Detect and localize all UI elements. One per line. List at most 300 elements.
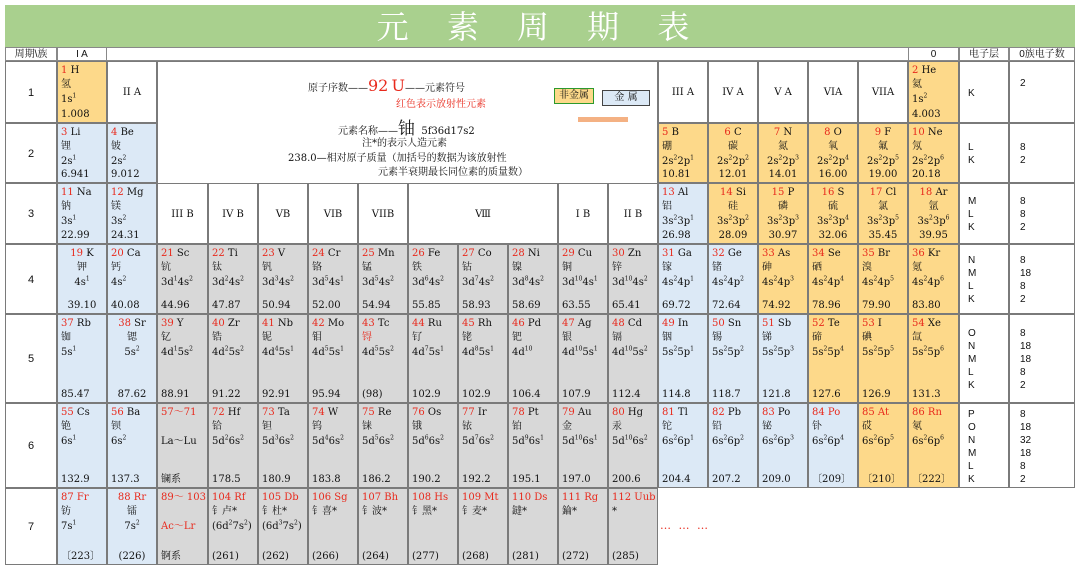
element-number-symbol	[709, 127, 757, 138]
atomic-mass: (98)	[362, 388, 383, 400]
element-symbol: Cs	[76, 407, 90, 418]
atomic-number: 72	[212, 407, 225, 418]
legend-bar	[578, 117, 628, 122]
element-symbol: Sn	[727, 318, 742, 329]
element-name: *	[612, 506, 617, 517]
element-symbol: Sb	[777, 318, 792, 329]
atomic-mass: 72.64	[712, 299, 741, 311]
element-symbol: Re	[377, 407, 392, 418]
element-number-symbol	[509, 492, 557, 503]
atomic-number: 37	[61, 318, 74, 329]
element-symbol: Sc	[176, 248, 190, 259]
element-symbol: Mt	[484, 492, 499, 503]
element-number-symbol	[559, 318, 607, 329]
element-cell-k	[57, 244, 107, 314]
atomic-number: 78	[512, 407, 525, 418]
atomic-number: 80	[612, 407, 625, 418]
element-number-symbol	[309, 318, 357, 329]
element-name: 铍	[111, 141, 121, 152]
electron-config: $3s^1$	[61, 214, 77, 227]
atomic-mass: 6.941	[61, 168, 90, 180]
atomic-mass: 178.5	[212, 473, 241, 485]
element-name: 镓	[662, 262, 672, 273]
element-symbol: Cu	[577, 248, 593, 259]
element-cell-li	[57, 123, 107, 183]
element-number-symbol	[609, 248, 657, 259]
element-cell-ba	[107, 403, 157, 488]
element-name: 氟	[878, 141, 888, 152]
element-cell-h	[57, 61, 107, 123]
element-cell-tl	[658, 403, 708, 488]
atomic-number: 81	[662, 407, 675, 418]
electron-config: $6s^26p^2$	[712, 434, 744, 447]
electron-config: $(6d^37s^2)$	[262, 519, 302, 532]
element-cell-ds	[508, 488, 558, 565]
element-cell-os	[408, 403, 458, 488]
electron-config: $3d^24s^2$	[212, 275, 244, 288]
element-name: 铟	[662, 332, 672, 343]
element-number-symbol	[459, 407, 507, 418]
element-name: 钼	[312, 332, 322, 343]
element-name: 钅黑*	[412, 506, 437, 517]
element-cell-co	[458, 244, 508, 314]
electron-config: $4d^85s^1$	[462, 345, 494, 358]
electron-config: $2s^2$	[111, 154, 127, 167]
zero-electron-cell-period-2	[1009, 123, 1075, 183]
atomic-mass: 190.2	[412, 473, 441, 485]
atomic-mass: 186.2	[362, 473, 391, 485]
atomic-number: 52	[812, 318, 825, 329]
element-symbol: Y	[176, 318, 184, 329]
element-symbol: Ge	[727, 248, 742, 259]
element-name: 氦	[912, 79, 922, 90]
zero-electron-cell-period-5	[1009, 314, 1075, 403]
electron-config: $2s^22p^4$	[817, 154, 849, 167]
legend-symbol: U	[391, 76, 406, 95]
electron-config: La～Lu	[161, 436, 197, 447]
element-name: 磷	[778, 201, 788, 212]
electron-config: $6s^26p^1$	[662, 434, 694, 447]
element-name: 碘	[862, 332, 872, 343]
electron-config: $5d^66s^2$	[412, 434, 444, 447]
atomic-mass: 12.01	[718, 168, 748, 180]
period-6-label: 6	[5, 403, 57, 488]
element-cell-b	[658, 123, 708, 183]
atomic-mass: 192.2	[462, 473, 491, 485]
electron-config: $3d^54s^2$	[362, 275, 394, 288]
element-symbol: Bh	[384, 492, 399, 503]
atomic-number: 86	[912, 407, 925, 418]
atomic-number: 34	[812, 248, 825, 259]
group-iia-label: II A	[107, 61, 157, 123]
legend-atomic-number-label: 原子序数——	[308, 83, 368, 94]
atomic-number: 105	[262, 492, 282, 503]
element-cell-pt	[508, 403, 558, 488]
element-number-symbol	[209, 492, 257, 503]
element-number-symbol	[759, 407, 807, 418]
element-symbol: Tl	[677, 407, 688, 418]
element-name: 氧	[828, 141, 838, 152]
element-symbol: Hf	[227, 407, 241, 418]
element-symbol: Zr	[227, 318, 240, 329]
element-cell-103	[157, 488, 208, 565]
electron-config: $3d^64s^2$	[412, 275, 444, 288]
group-viii-label: Ⅷ	[408, 183, 558, 244]
element-number-symbol	[759, 318, 807, 329]
element-cell-pd	[508, 314, 558, 403]
atomic-number: 14	[720, 187, 733, 198]
atomic-mass: 92.91	[262, 388, 291, 400]
period-1-label: 1	[5, 61, 57, 123]
atomic-mass: 137.3	[111, 473, 140, 485]
element-name: 铌	[262, 332, 272, 343]
electron-config: $5d^{10}6s^1$	[562, 434, 598, 447]
atomic-mass: 132.9	[61, 473, 90, 485]
legend-mass-note: 238.0—相对原子质量（加括号的数据为该放射性	[288, 153, 507, 164]
element-symbol: Kr	[927, 248, 941, 259]
atomic-number: 23	[262, 248, 275, 259]
group-viib-label: VIIB	[358, 183, 408, 244]
electron-config: $5d^76s^2$	[462, 434, 494, 447]
electron-config: $2s^22p^1$	[662, 154, 694, 167]
atomic-mass: 204.4	[662, 473, 691, 485]
atomic-number: 74	[312, 407, 325, 418]
element-number-symbol	[609, 492, 657, 503]
element-symbol: V	[277, 248, 286, 259]
electron-config: $4d^55s^1$	[312, 345, 344, 358]
atomic-number: 2	[912, 65, 919, 76]
atomic-number: 108	[412, 492, 432, 503]
atomic-mass: 65.41	[612, 299, 641, 311]
element-symbol: Hg	[627, 407, 644, 418]
element-number-symbol	[158, 407, 207, 418]
electron-config: $3d^{10}4s^2$	[612, 275, 648, 288]
element-cell-uub	[608, 488, 658, 565]
atomic-number: 87	[61, 492, 74, 503]
electron-config: $5s^1$	[61, 345, 77, 358]
element-symbol: Ta	[277, 407, 290, 418]
element-name: 锑	[762, 332, 772, 343]
atomic-number: 44	[412, 318, 425, 329]
atomic-number: 77	[462, 407, 475, 418]
element-symbol: Se	[827, 248, 841, 259]
element-symbol: Al	[677, 187, 689, 198]
element-number-symbol	[158, 492, 207, 503]
atomic-mass: 32.06	[818, 229, 848, 241]
element-symbol: Ar	[935, 187, 948, 198]
element-name: 氙	[912, 332, 922, 343]
element-cell-o	[808, 123, 858, 183]
atomic-number: 16	[821, 187, 835, 198]
element-symbol: Ds	[534, 492, 548, 503]
element-cell-fe	[408, 244, 458, 314]
element-cell-ar	[908, 183, 959, 244]
electron-config: $4d^45s^1$	[262, 345, 294, 358]
element-number-symbol	[609, 318, 657, 329]
element-number-symbol	[859, 248, 907, 259]
element-number-symbol	[509, 248, 557, 259]
atomic-mass: 58.69	[512, 299, 541, 311]
element-symbol: Ni	[527, 248, 540, 259]
element-name: 铱	[462, 421, 472, 432]
element-symbol: Cd	[627, 318, 642, 329]
element-number-symbol	[759, 248, 807, 259]
element-cell-ir	[458, 403, 508, 488]
element-number-symbol	[58, 318, 106, 329]
electron-config: $5d^{10}6s^2$	[612, 434, 648, 447]
element-number-symbol	[409, 248, 457, 259]
atomic-mass: (262)	[262, 550, 289, 562]
element-number-symbol	[659, 407, 707, 418]
element-name: 锂	[61, 141, 71, 152]
atomic-mass: 197.0	[562, 473, 591, 485]
group-iva-label: IV A	[708, 61, 758, 123]
atomic-number: 40	[212, 318, 225, 329]
atomic-mass: (268)	[462, 550, 489, 562]
element-symbol: Mg	[126, 187, 144, 198]
atomic-number: 19	[70, 248, 84, 259]
corner-header: 周期\族	[5, 47, 57, 61]
element-cell-in	[658, 314, 708, 403]
element-symbol: Nb	[277, 318, 294, 329]
element-cell-ta	[258, 403, 308, 488]
atomic-mass: 〔222〕	[912, 473, 952, 485]
element-number-symbol	[459, 492, 507, 503]
atomic-number: 88	[117, 492, 131, 503]
atomic-mass: 131.3	[912, 388, 941, 400]
element-name: 碲	[812, 332, 822, 343]
element-cell-cr	[308, 244, 358, 314]
atomic-number: 18	[919, 187, 933, 198]
shell-labels: N M L K	[968, 255, 977, 305]
element-number-symbol	[809, 127, 857, 138]
atomic-number: 7	[773, 127, 781, 138]
electron-config: $6s^2$	[111, 434, 127, 447]
zero-electron-cell-period-6	[1009, 403, 1075, 488]
element-number-symbol	[359, 318, 407, 329]
atomic-mass: 83.80	[912, 299, 941, 311]
atomic-mass: 127.6	[812, 388, 841, 400]
atomic-mass: 〔210〕	[862, 473, 902, 485]
element-symbol: Rf	[234, 492, 246, 503]
atomic-number: 41	[262, 318, 275, 329]
atomic-mass: 74.92	[762, 299, 791, 311]
element-number-symbol	[859, 127, 907, 138]
electron-config: $5d^26s^2$	[212, 434, 244, 447]
atomic-mass: 52.00	[312, 299, 341, 311]
element-name: 铼	[362, 421, 372, 432]
element-cell-au	[558, 403, 608, 488]
atomic-mass: 102.9	[462, 388, 491, 400]
legend-panel	[157, 61, 658, 183]
period-5-label: 5	[5, 314, 57, 403]
element-number-symbol	[759, 187, 807, 198]
element-cell-kr	[908, 244, 959, 314]
element-symbol: O	[833, 127, 842, 138]
electron-counts: 8 2	[1020, 142, 1026, 166]
element-cell-na	[57, 183, 107, 244]
element-symbol: Pd	[527, 318, 542, 329]
element-name: 氮	[778, 141, 788, 152]
element-name: 铝	[662, 201, 672, 212]
atomic-number: 76	[412, 407, 425, 418]
element-name: 钛	[212, 262, 222, 273]
element-name: 氩	[928, 201, 939, 212]
element-number-symbol	[659, 248, 707, 259]
atomic-mass: 87.62	[117, 388, 147, 400]
electron-config: $2s^22p^3$	[767, 154, 799, 167]
element-number-symbol	[859, 318, 907, 329]
element-symbol: Zn	[627, 248, 642, 259]
element-name: 锶	[127, 332, 137, 343]
element-number-symbol	[859, 407, 907, 418]
atomic-number: 6	[724, 127, 731, 138]
electron-config: $3s^2$	[111, 214, 127, 227]
element-symbol: I	[877, 318, 882, 329]
electron-config: $5d^46s^2$	[312, 434, 344, 447]
element-name: 铪	[212, 421, 222, 432]
element-number-symbol	[409, 492, 457, 503]
element-name: 钌	[412, 332, 422, 343]
atomic-number: 57～71	[161, 407, 197, 418]
atomic-number: 54	[912, 318, 925, 329]
electron-config: $5d^96s^1$	[512, 434, 544, 447]
element-cell-rf	[208, 488, 258, 565]
element-cell-bh	[358, 488, 408, 565]
electron-config: $1s^2$	[912, 92, 928, 105]
electron-config: $3d^54s^1$	[312, 275, 344, 288]
legend-element-name: 铀	[398, 119, 415, 139]
electron-config: $2s^1$	[61, 154, 77, 167]
legend-number: 92	[368, 76, 389, 95]
element-cell-rg	[558, 488, 608, 565]
atomic-mass: 180.9	[262, 473, 291, 485]
element-name: 钒	[262, 262, 272, 273]
atomic-mass: 54.94	[362, 299, 391, 311]
element-number-symbol	[659, 187, 707, 198]
element-name: 钅杜*	[262, 506, 287, 517]
element-symbol: Mo	[327, 318, 345, 329]
element-number-symbol	[108, 318, 156, 329]
element-symbol: Ir	[477, 407, 487, 418]
element-symbol: Li	[70, 127, 81, 138]
element-number-symbol	[909, 318, 958, 329]
atomic-number: 55	[61, 407, 74, 418]
element-symbol: W	[327, 407, 339, 418]
electron-config: $5d^56s^2$	[362, 434, 394, 447]
element-name: 钋	[812, 421, 822, 432]
element-number-symbol	[58, 187, 106, 198]
element-number-symbol	[909, 407, 958, 418]
electron-config: $2s^22p^2$	[717, 154, 749, 167]
element-number-symbol	[58, 127, 106, 138]
electron-counts: 8 8 2	[1020, 196, 1026, 233]
element-cell-v	[258, 244, 308, 314]
element-name: 硼	[662, 141, 672, 152]
legend-mass-note-2: 元素半衰期最长同位素的质量数）	[378, 167, 528, 178]
element-name: 锗	[712, 262, 722, 273]
element-name: 金	[562, 421, 572, 432]
electron-config: $4d^{10}$	[512, 345, 533, 358]
zero-electron-cell-period-4	[1009, 244, 1075, 314]
element-cell-te	[808, 314, 858, 403]
electron-config: $3s^23p^1$	[662, 214, 694, 227]
element-symbol: Po	[777, 407, 791, 418]
element-number-symbol	[209, 248, 257, 259]
electron-config: $7s^2$	[124, 519, 140, 532]
atomic-mass: 200.6	[612, 473, 641, 485]
zero-electron-header: 0族电子数	[1009, 47, 1075, 61]
atomic-mass: 85.47	[61, 388, 90, 400]
atomic-number: 84	[812, 407, 825, 418]
element-name: 钇	[161, 332, 171, 343]
group-viia-label: VIIA	[858, 61, 908, 123]
element-cell-si	[708, 183, 758, 244]
atomic-mass: 50.94	[262, 299, 291, 311]
element-name: 氡	[912, 421, 922, 432]
element-symbol: Os	[427, 407, 442, 418]
atomic-number: 106	[312, 492, 332, 503]
metal-swatch: 金 属	[602, 90, 650, 106]
element-number-symbol	[909, 127, 958, 138]
element-symbol: Pb	[727, 407, 742, 418]
element-number-symbol	[559, 492, 607, 503]
element-symbol: H	[70, 65, 80, 76]
element-cell-w	[308, 403, 358, 488]
element-symbol: Pt	[527, 407, 539, 418]
element-name: 镉	[612, 332, 622, 343]
element-name: 锰	[362, 262, 372, 273]
shell-cell-period-5	[959, 314, 1009, 403]
atomic-mass: 〔209〕	[812, 473, 852, 485]
element-symbol: Ne	[927, 127, 943, 138]
atomic-number: 20	[111, 248, 124, 259]
atomic-number: 49	[662, 318, 675, 329]
atomic-mass: 9.012	[111, 168, 140, 180]
atomic-mass: (261)	[212, 550, 239, 562]
atomic-mass: 112.4	[612, 388, 641, 400]
element-number-symbol	[58, 248, 106, 259]
element-cell-se	[808, 244, 858, 314]
atomic-mass: 78.96	[812, 299, 841, 311]
element-symbol: Si	[735, 187, 746, 198]
electron-config: $6s^1$	[61, 434, 77, 447]
atomic-number: 39	[161, 318, 174, 329]
element-name: 硅	[728, 201, 738, 212]
electron-counts: 8 18 18 8 2	[1020, 328, 1032, 391]
empty-cell	[959, 488, 1075, 565]
atomic-mass: (226)	[118, 550, 146, 562]
element-cell-zr	[208, 314, 258, 403]
atomic-mass: 1.008	[61, 108, 90, 120]
element-symbol: S	[837, 187, 845, 198]
element-number-symbol	[709, 187, 757, 198]
element-number-symbol	[759, 127, 807, 138]
atomic-mass: 114.8	[662, 388, 691, 400]
shell-cell-period-4	[959, 244, 1009, 314]
element-cell-ga	[658, 244, 708, 314]
electron-config: $4s^1$	[74, 275, 90, 288]
element-cell-sg	[308, 488, 358, 565]
group-iiib-label: III B	[157, 183, 208, 244]
element-symbol: P	[787, 187, 795, 198]
element-number-symbol	[259, 248, 307, 259]
element-name: 铯	[61, 421, 71, 432]
element-number-symbol	[809, 318, 857, 329]
element-symbol: Po	[827, 407, 841, 418]
element-number-symbol	[509, 407, 557, 418]
atomic-mass: (264)	[362, 550, 389, 562]
